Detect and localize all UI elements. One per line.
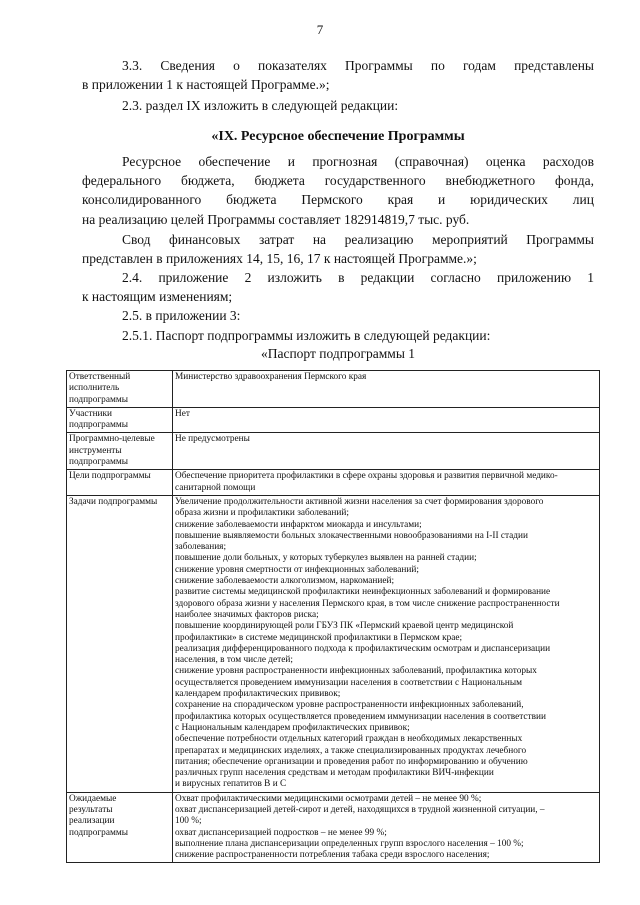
paragraph-2-5 [82, 306, 594, 325]
text-line: Ресурсное обеспечение и прогнозная (справочная) оценка расходов [122, 154, 594, 169]
text-line: 2.5.1. Паспорт подпрограммы изложить в следующей редакции: [122, 328, 491, 343]
text-line: 2.4. приложение 2 изложить в редакции согласно приложению 1 [122, 270, 594, 285]
row-label [67, 407, 173, 433]
row-value-line: охват диспансеризацией детей-сирот и детей, находящихся в трудной жизненной ситуации, – [175, 804, 545, 815]
row-value-line: повышение координирующей роли ГБУЗ ПК «Пермский краевой центр медицинской [175, 621, 514, 632]
row-value-line: заболевания; [175, 542, 227, 553]
row-value-line: реализация дифференцированного подхода к профилактическим осмотрам и диспансеризации [175, 643, 551, 654]
text-line: в приложении 1 к настоящей Программе.»; [82, 77, 330, 93]
row-value-line: обеспечение потребности отдельных категорий граждан в необходимых лекарственных [175, 734, 523, 745]
row-value-line: снижение заболеваемости инфарктом миокарда и инсультами; [175, 519, 422, 530]
row-label [67, 495, 173, 792]
text-line: федерального бюджета, бюджета государственного внебюджетного фонда, [82, 173, 594, 189]
text-line: представлен в приложениях 14, 15, 16, 17 к настоящей Программе.»; [82, 251, 477, 267]
paragraph-2-4 [82, 268, 594, 306]
row-label-line: Ожидаемые [69, 793, 117, 804]
row-value-line: календарем профилактических прививок; [175, 689, 341, 700]
row-value-line: осуществляется проведением иммунизации населения в соответствии с Национальным [175, 677, 523, 688]
paragraph-2-5-1 [82, 326, 594, 345]
row-value-line: Охват профилактическими медицинскими осмотрами детей – не менее 90 %; [175, 793, 482, 804]
row-value-line: Нет [175, 408, 190, 419]
row-value-line: профилактики» в системе медицинской профилактики в Пермском крае; [175, 632, 463, 643]
row-label-line: Ответственный [69, 372, 131, 382]
row-value [173, 407, 600, 433]
row-value-line: 100 %; [175, 816, 202, 827]
row-label-line: инструменты [69, 445, 122, 456]
row-label-line: Задачи подпрограммы [69, 496, 158, 507]
row-label-line: Программно-целевые [69, 434, 155, 445]
text-line: Свод финансовых затрат на реализацию мероприятий Программы [122, 232, 594, 247]
row-value-line: Министерство здравоохранения Пермского края [175, 372, 367, 382]
row-value-line: питания; обеспечение организации и проведения работ по информированию и обучению [175, 756, 528, 767]
row-label-line: результаты [69, 804, 113, 815]
row-value-line: наиболее значимых факторов риска; [175, 609, 319, 620]
row-value-line: развитие системы медицинской профилактики неинфекционных заболеваний и формирование [175, 587, 551, 598]
table-row [67, 470, 600, 496]
row-value-line: охват диспансеризацией подростков – не менее 99 %; [175, 827, 387, 838]
row-label-line: подпрограммы [69, 457, 128, 468]
row-value-line: повышение выявляемости больных злокачественными новообразованиями на I-II стадии [175, 530, 528, 541]
paragraph-financial-summary [82, 230, 594, 268]
table-row [67, 495, 600, 792]
paragraph-resources [82, 152, 594, 229]
row-label-line: Участники [69, 408, 113, 419]
table-row [67, 433, 600, 470]
page-number: 7 [316, 22, 324, 37]
row-value-line: снижение распространенности потребления табака среди взрослого населения; [175, 850, 490, 861]
text-line: консолидированного бюджета Пермского края и юридических лиц [82, 192, 594, 208]
table-row [67, 792, 600, 863]
row-value [173, 792, 600, 863]
row-value-line: образа жизни и профилактики заболеваний; [175, 508, 349, 519]
row-value-line: Обеспечение приоритета профилактики в сфере охраны здоровья и развития первичной медико- [175, 471, 558, 482]
text-line: 3.3. Сведения о показателях Программы по годам представлены [122, 58, 594, 73]
paragraph-2-3 [82, 96, 594, 115]
row-value-line: с Национальным календарем профилактических прививок; [175, 722, 410, 733]
row-label-line: подпрограммы [69, 827, 128, 838]
row-label-line: Цели подпрограммы [69, 471, 151, 482]
passport-table [66, 370, 600, 863]
row-label-line: исполнитель [69, 383, 120, 394]
table-row [67, 371, 600, 408]
row-value-line: населения, в том числе детей; [175, 655, 293, 666]
row-value-line: выполнение плана диспансеризации определенных групп взрослого населения – 100 %; [175, 838, 524, 849]
row-label [67, 792, 173, 863]
paragraph-3-3 [82, 56, 594, 94]
text-line: к настоящим изменениям; [82, 289, 233, 305]
table-row [67, 407, 600, 433]
row-value-line: повышение доли больных, у которых туберкулез выявлен на ранней стадии; [175, 553, 477, 564]
row-value [173, 371, 600, 408]
row-label-line: реализации [69, 816, 115, 827]
row-value-line: снижение уровня смертности от инфекционных заболеваний; [175, 564, 419, 575]
section-heading: «IX. Ресурсное обеспечение Программы [211, 129, 465, 144]
row-label [67, 433, 173, 470]
row-value-line: профилактика которых осуществляется проведением иммунизации населения в соответствии [175, 711, 546, 722]
row-value-line: сохранение на спорадическом уровне распространенности инфекционных заболеваний, [175, 700, 524, 711]
row-value [173, 433, 600, 470]
row-value-line: здорового образа жизни у населения Пермского края, в том числе снижение распространенности [175, 598, 560, 609]
row-value-line: Увеличение продолжительности активной жизни населения за счет формирования здорового [175, 496, 544, 507]
row-value-line: снижение уровня распространенности инфекционных заболеваний, профилактика которых [175, 666, 537, 677]
row-label [67, 470, 173, 496]
passport-table-body [67, 371, 600, 863]
row-label [67, 371, 173, 408]
text-line: 2.3. раздел IX изложить в следующей редакции: [122, 98, 399, 113]
text-line: 2.5. в приложении 3: [122, 308, 241, 323]
row-value-line: различных групп населения средствам и методам профилактики ВИЧ-инфекции [175, 768, 494, 779]
passport-title: «Паспорт подпрограммы 1 [260, 346, 416, 361]
row-value [173, 495, 600, 792]
row-label-line: подпрограммы [69, 394, 128, 405]
text-line: на реализацию целей Программы составляет 182914819,7 тыс. руб. [82, 211, 470, 227]
row-value-line: Не предусмотрены [175, 434, 250, 445]
row-value-line: и вирусных гепатитов В и С [175, 779, 287, 790]
row-value [173, 470, 600, 496]
row-value-line: снижение заболеваемости алкоголизмом, наркоманией; [175, 576, 395, 587]
row-value-line: санитарной помощи [175, 482, 256, 493]
row-label-line: подпрограммы [69, 420, 128, 431]
row-value-line: препаратах и медицинских изделиях, а также специализированных продуктах лечебного [175, 745, 527, 756]
